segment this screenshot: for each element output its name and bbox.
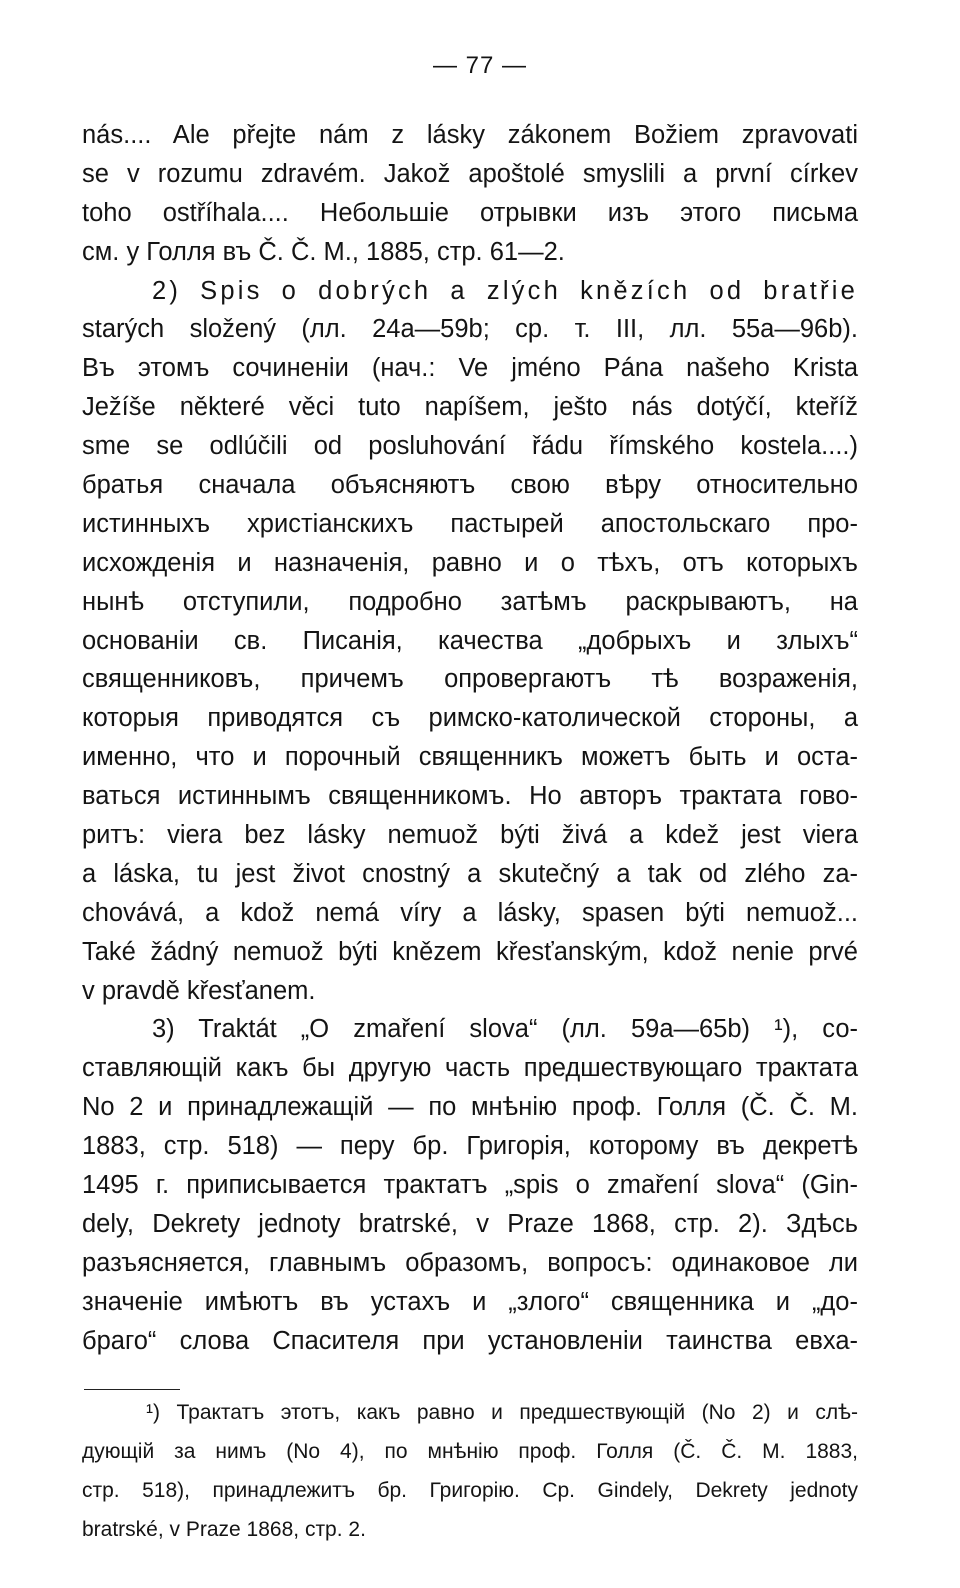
text-line: браго“ слова Спасителя при установленіи таинства евха- (82, 1326, 858, 1355)
section-2-heading-line: 2) Spis o dobrých a zlých knězích od bratřie (152, 276, 858, 305)
text-line: 1883, стр. 518) — перу бр. Григорія, которому въ декретѣ (82, 1132, 858, 1161)
text-line: toho ostříhala.... Небольшіе отрывки изъ этого письма (82, 198, 858, 227)
text-line: se v rozumu zdravém. Jakož apoštolé smyslili a první církev (82, 159, 858, 188)
text-line: ваться истиннымъ священникомъ. Но авторъ трактата гово- (82, 782, 858, 811)
footnote-line: ¹) Трактатъ этотъ, какъ равно и предшествующій (No 2) и слѣ- (146, 1401, 858, 1424)
text-line: разъясняется, главнымъ образомъ, вопросъ: одинаковое ли (82, 1248, 858, 1277)
text-line: основаніи св. Писанія, качества „добрыхъ и злыхъ“ (82, 626, 858, 655)
text-line: nás.... Ale přejte nám z lásky zákonem Božiem zpravovati (82, 121, 858, 149)
text-line: v pravdě křesťanem. (82, 976, 316, 1005)
text-line: Také žádný nemuož býti knězem křesťanským, kdož nenie prvé (82, 937, 858, 966)
text-line: a láska, tu jest život cnostný a skutečný a tak od zlého za- (82, 859, 858, 888)
text-line: No 2 и принадлежащій — по мнѣнію проф. Голля (Č. Č. M. (82, 1093, 858, 1122)
section-3-heading-line: 3) Traktát „O zmaření slova“ (лл. 59a—65b) ¹), со- (152, 1015, 858, 1044)
text-line: которыя приводятся съ римско-католической стороны, а (82, 704, 858, 733)
text-line: ритъ: viera bez lásky nemuož býti živá a kdež jest viera (82, 821, 858, 850)
footnote-line: дующій за нимъ (No 4), по мнѣнію проф. Голля (Č. Č. M. 1883, (82, 1439, 858, 1463)
text-line: dely, Dekrety jednoty bratrské, v Praze 1868, стр. 2). Здѣсь (82, 1209, 858, 1238)
text-line: нынѣ отступили, подробно затѣмъ раскрываютъ, на (82, 587, 858, 616)
footnote-line: стр. 518), принадлежитъ бр. Григорію. Ср. Gindely, Dekrety jednoty (82, 1478, 858, 1502)
text-line: 1495 г. приписывается трактатъ „spis o zmaření slova“ (Gin- (82, 1171, 858, 1200)
text-line: sme se odlúčili od posluhování řádu římského kostela....) (82, 432, 858, 461)
text-line: Ježíše některé věci tuto napíšem, ješto nás dotýčí, kteříž (82, 393, 858, 422)
text-line: starých složený (лл. 24a—59b; ср. т. III, лл. 55a—96b). (82, 315, 858, 344)
text-line: ставляющій какъ бы другую часть предшествующаго трактата (82, 1054, 858, 1083)
body-text (82, 116, 858, 1361)
text-line: братья сначала объясняютъ свою вѣру относительно (82, 471, 858, 500)
text-line: именно, что и порочный священникъ можетъ быть и оста- (82, 743, 858, 772)
text-line: истинныхъ христіанскихъ пастырей апостольскаго про- (82, 509, 858, 538)
footnote (82, 1396, 858, 1552)
page-number: — 77 — (432, 52, 528, 79)
text-line: см. у Голля въ Č. Č. M., 1885, стр. 61—2. (82, 237, 565, 266)
text-line: священниковъ, причемъ опровергаютъ тѣ возраженія, (82, 665, 858, 694)
text-line: значеніе имѣютъ въ устахъ и „злого“ священника и „до- (82, 1287, 858, 1316)
text-line: chovává, a kdož nemá víry a lásky, spasen býti nemuož... (82, 898, 858, 927)
text-line: исхожденія и назначенія, равно и о тѣхъ, отъ которыхъ (82, 548, 858, 577)
text-line: Въ этомъ сочиненіи (нач.: Ve jméno Pána našeho Krista (82, 354, 858, 383)
footnote-divider (84, 1389, 180, 1390)
footnote-line: bratrské, v Praze 1868, стр. 2. (82, 1517, 366, 1541)
